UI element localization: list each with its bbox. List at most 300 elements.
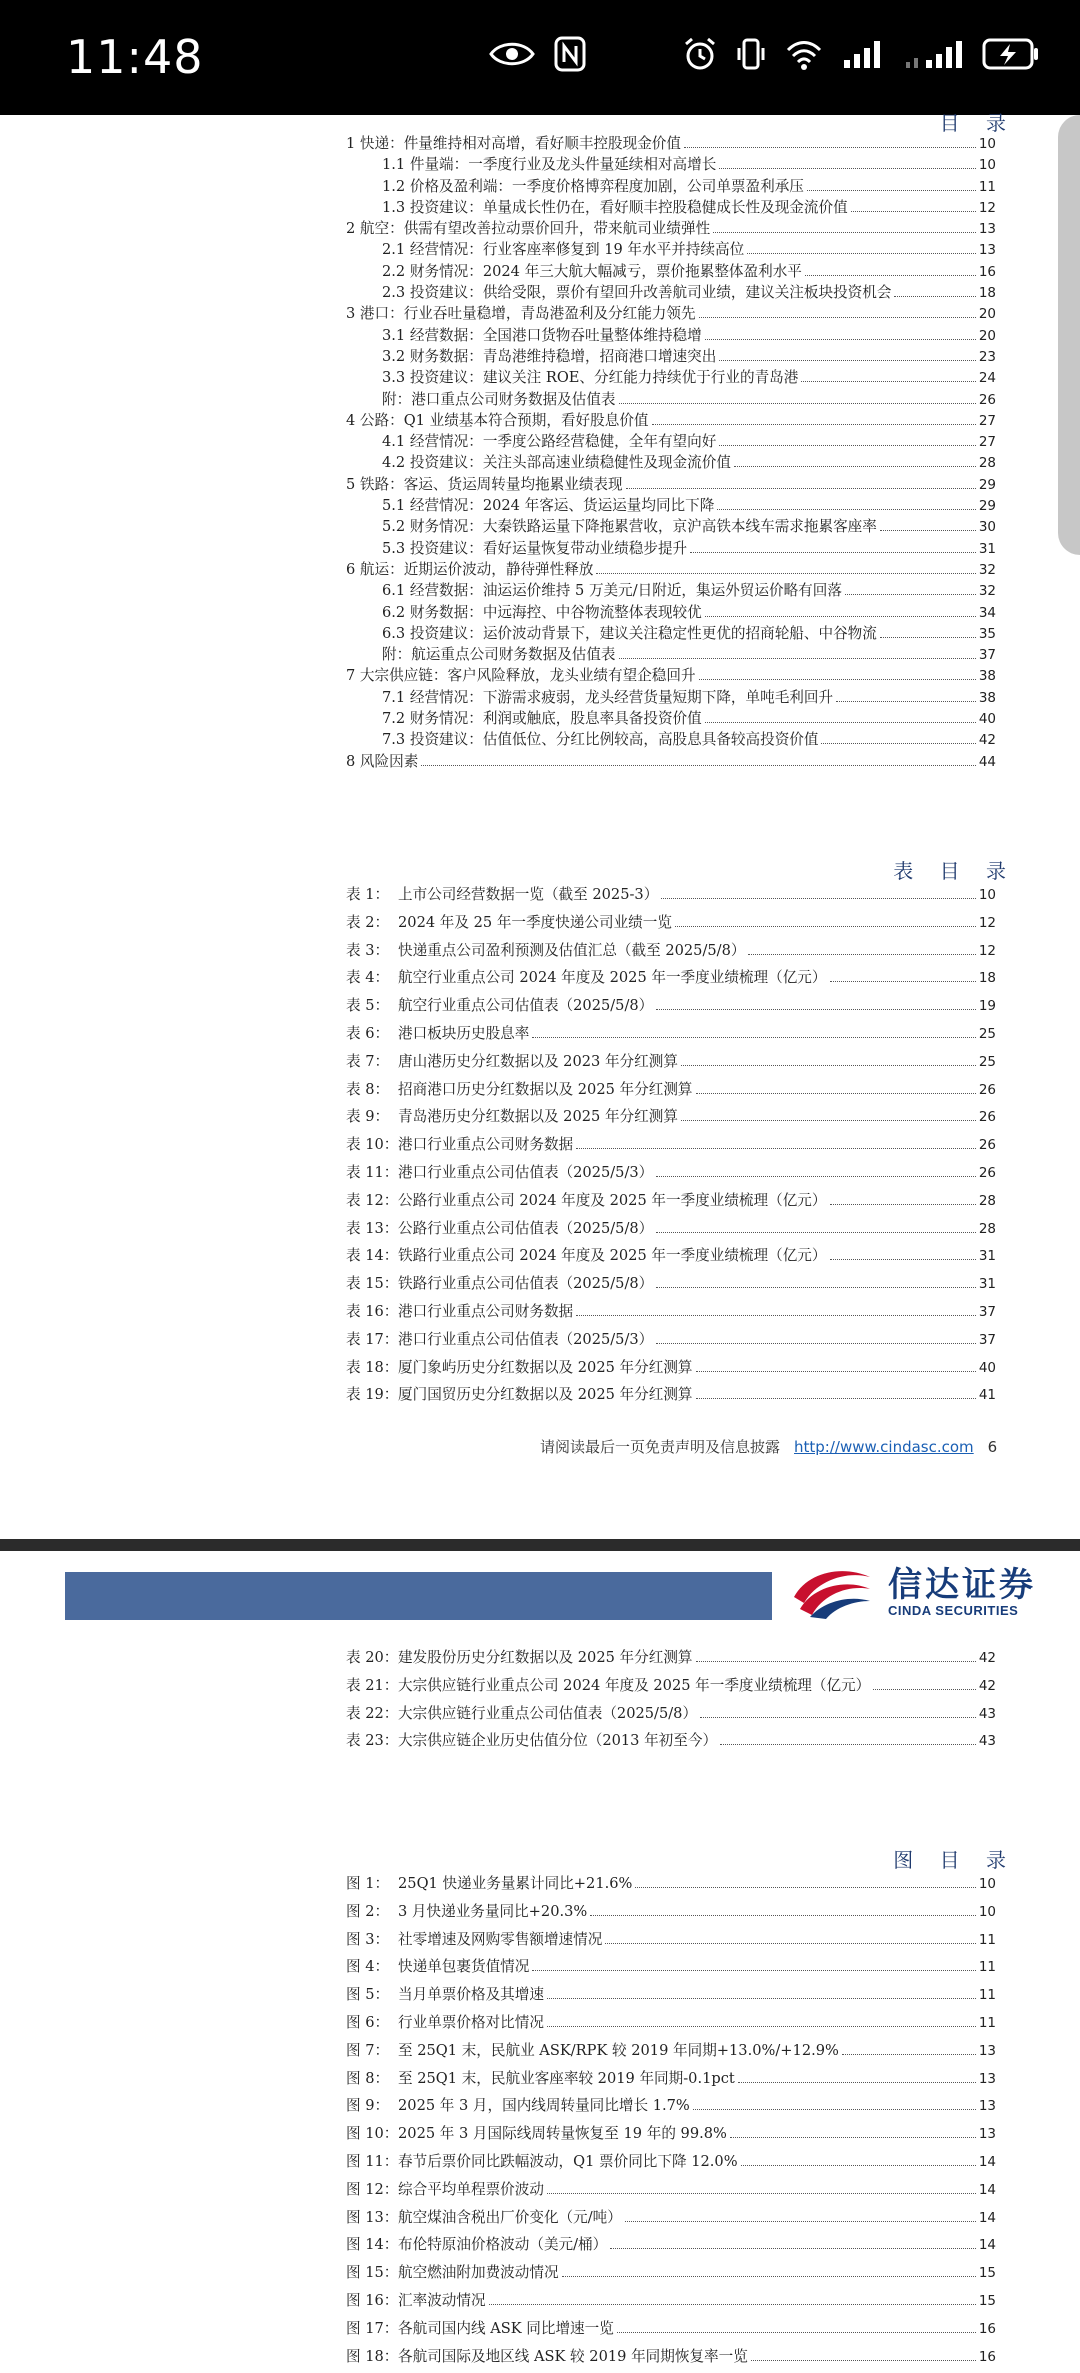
table-toc-entry[interactable]: [346, 1076, 996, 1104]
table-toc-title: 大宗供应链行业重点公司估值表（2025/5/8）: [398, 1704, 698, 1722]
figure-toc-number: 图 12：: [346, 2180, 399, 2198]
figure-toc-entry[interactable]: [346, 2092, 996, 2120]
leader-dots: [661, 898, 976, 899]
leader-dots: [830, 1259, 976, 1260]
leader-dots: [626, 488, 976, 489]
figure-toc-entry[interactable]: [346, 2176, 996, 2204]
figure-toc-title: 25Q1 快递业务量累计同比+21.6%: [398, 1875, 633, 1892]
toc-entry-page: 13: [978, 221, 996, 238]
leader-dots: [842, 2054, 976, 2055]
leader-dots: [684, 147, 976, 148]
table-toc-title: 公路行业重点公司 2024 年度及 2025 年一季度业绩梳理（亿元）: [398, 1191, 827, 1209]
figure-toc-number: 图 1：: [346, 1875, 390, 1892]
table-toc-title: 铁路行业重点公司 2024 年度及 2025 年一季度业绩梳理（亿元）: [398, 1247, 827, 1265]
toc-entry-page: 23: [978, 348, 996, 365]
toc-entry-title: 3.1 经营数据：全国港口货物吞吐量整体维持稳增: [382, 326, 702, 344]
figure-toc-title: 3 月快递业务量同比+20.3%: [398, 1902, 588, 1920]
leader-dots: [596, 573, 975, 574]
leader-dots: [805, 275, 976, 276]
toc-entry[interactable]: [346, 133, 996, 154]
figure-toc-title: 行业单票价格对比情况: [398, 2013, 544, 2031]
leader-dots: [699, 317, 976, 318]
cinda-logo: [790, 1563, 1036, 1621]
table-toc-number: 表 12：: [346, 1191, 399, 1209]
leader-dots: [617, 2332, 976, 2333]
battery-charging-icon: [982, 37, 1040, 71]
toc-entry[interactable]: [346, 687, 996, 708]
toc-entry-page: 20: [978, 306, 996, 323]
table-toc-number: 表 4：: [346, 969, 390, 987]
toc-entry-title: 1.2 价格及盈利端：一季度价格博弈程度加剧，公司单票盈利承压: [382, 177, 804, 195]
leader-dots: [675, 926, 976, 927]
table-toc-page: 28: [978, 1220, 996, 1237]
table-toc-entry[interactable]: [346, 1727, 996, 1755]
figure-toc-title: 汇率波动情况: [398, 2291, 486, 2309]
toc-entry-page: 18: [978, 285, 996, 302]
leader-dots: [705, 339, 976, 340]
figure-toc-page: 11: [978, 1931, 996, 1948]
toc-entry-title: 1 快递：件量维持相对高增，看好顺丰控股现金价值: [346, 135, 681, 152]
figure-toc-title: 至 25Q1 末，民航业 ASK/RPK 较 2019 年同期+13.0%/+12.9%: [398, 2041, 839, 2059]
toc-entry-page: 38: [978, 689, 996, 706]
leader-dots: [717, 509, 975, 510]
leader-dots: [747, 253, 976, 254]
leader-dots: [741, 2165, 976, 2166]
header-band: [65, 1572, 772, 1620]
toc-entry-page: 16: [978, 263, 996, 280]
figure-toc-title: 2025 年 3 月，国内线周转量同比增长 1.7%: [398, 2097, 690, 2115]
leader-dots: [696, 1398, 976, 1399]
leader-dots: [610, 2248, 976, 2249]
table-toc-page: 43: [978, 1733, 996, 1750]
figure-toc-number: 图 10：: [346, 2125, 399, 2143]
signal-2-icon: [904, 38, 964, 70]
status-icons: [488, 36, 1040, 72]
figure-toc-entry[interactable]: [346, 2343, 996, 2371]
leader-dots: [830, 981, 976, 982]
table-toc-number: 表 22：: [346, 1704, 399, 1722]
toc-entry-title: 6.1 经营数据：油运运价维持 5 万美元/日附近，集运外贸运价略有回落: [382, 582, 842, 600]
leader-dots: [713, 232, 976, 233]
table-toc-number: 表 23：: [346, 1732, 399, 1750]
leader-dots: [625, 2221, 976, 2222]
toc-entry[interactable]: [346, 239, 996, 260]
toc-entry[interactable]: [346, 410, 996, 431]
table-toc-page: 31: [978, 1276, 996, 1293]
toc-entry-page: 28: [978, 455, 996, 472]
figure-toc-entry[interactable]: [346, 2037, 996, 2065]
tables-toc-list: [346, 881, 996, 1409]
toc-entry-title: 2 航空：供需有望改善拉动票价回升，带来航司业绩弹性: [346, 220, 711, 238]
table-toc-entry[interactable]: [346, 1672, 996, 1700]
table-toc-title: 公路行业重点公司估值表（2025/5/8）: [398, 1219, 654, 1237]
leader-dots: [693, 2109, 976, 2110]
figure-toc-entry[interactable]: [346, 2259, 996, 2287]
table-toc-page: 12: [978, 914, 996, 931]
figure-toc-title: 至 25Q1 末，民航业客座率较 2019 年同期-0.1pct: [398, 2069, 735, 2087]
table-toc-page: 31: [978, 1248, 996, 1265]
leader-dots: [836, 701, 976, 702]
table-toc-entry[interactable]: [346, 1131, 996, 1159]
table-toc-page: 19: [978, 998, 996, 1015]
leader-dots: [873, 1689, 976, 1690]
leader-dots: [532, 1970, 975, 1971]
figure-toc-entry[interactable]: [346, 2287, 996, 2315]
toc-entry[interactable]: [346, 367, 996, 388]
table-toc-entry[interactable]: [346, 1700, 996, 1728]
leader-dots: [821, 743, 975, 744]
figure-toc-entry[interactable]: [346, 1981, 996, 2009]
table-toc-page: 43: [978, 1705, 996, 1722]
leader-dots: [681, 1065, 976, 1066]
figure-toc-entry[interactable]: [346, 2009, 996, 2037]
toc-entry-page: 26: [978, 391, 996, 408]
table-toc-page: 25: [978, 1025, 996, 1042]
figure-toc-page: 16: [978, 2348, 996, 2365]
toc-entry-page: 11: [978, 178, 996, 195]
figure-toc-entry[interactable]: [346, 2231, 996, 2259]
toc-entry-page: 13: [978, 242, 996, 259]
toc-entry[interactable]: [346, 261, 996, 282]
table-toc-title: 港口板块历史股息率: [398, 1024, 530, 1042]
toc-entry[interactable]: [346, 154, 996, 175]
table-toc-title: 大宗供应链行业重点公司 2024 年度及 2025 年一季度业绩梳理（亿元）: [398, 1676, 871, 1694]
table-toc-number: 表 7：: [346, 1052, 390, 1070]
table-toc-entry[interactable]: [346, 1644, 996, 1672]
table-toc-number: 表 11：: [346, 1163, 399, 1181]
figure-toc-number: 图 16：: [346, 2291, 399, 2309]
table-toc-entry[interactable]: [346, 1048, 996, 1076]
table-toc-title: 青岛港历史分红数据以及 2025 年分红测算: [398, 1108, 678, 1126]
table-toc-page: 12: [978, 942, 996, 959]
table-toc-entry[interactable]: [346, 1020, 996, 1048]
table-toc-entry[interactable]: [346, 881, 996, 909]
figure-toc-entry[interactable]: [346, 2148, 996, 2176]
toc-entry[interactable]: [346, 346, 996, 367]
toc-entry[interactable]: [346, 580, 996, 601]
table-toc-number: 表 9：: [346, 1108, 390, 1126]
table-toc-number: 表 3：: [346, 941, 390, 959]
figure-toc-number: 图 6：: [346, 2013, 390, 2031]
leader-dots: [719, 360, 975, 361]
toc-entry-title: 附：港口重点公司财务数据及估值表: [382, 390, 616, 408]
leader-dots: [619, 403, 976, 404]
table-toc-title: 大宗供应链企业历史估值分位（2013 年初至今）: [398, 1732, 718, 1750]
leader-dots: [547, 2193, 976, 2194]
table-toc-entry[interactable]: [346, 937, 996, 965]
leader-dots: [656, 1343, 976, 1344]
scroll-handle[interactable]: [1058, 115, 1080, 555]
toc-entry[interactable]: [346, 729, 996, 750]
page-number: 6: [987, 1438, 998, 1456]
figure-toc-number: 图 4：: [346, 1958, 390, 1976]
table-toc-entry[interactable]: [346, 1242, 996, 1270]
toc-entry-title: 2.1 经营情况：行业客座率修复到 19 年水平并持续高位: [382, 241, 745, 259]
toc-entry-title: 7.2 财务情况：利润或触底，股息率具备投资价值: [382, 710, 702, 728]
table-toc-title: 港口行业重点公司估值表（2025/5/3）: [398, 1330, 654, 1348]
toc-entry-title: 6.2 财务数据：中远海控、中谷物流整体表现较优: [382, 603, 702, 621]
figure-toc-entry[interactable]: [346, 2204, 996, 2232]
alarm-icon: [682, 36, 718, 72]
figure-toc-entry[interactable]: [346, 2120, 996, 2148]
figure-toc-title: 航空煤油含税出厂价变化（元/吨）: [398, 2208, 622, 2226]
leader-dots: [681, 1120, 976, 1121]
page-footer: [540, 1436, 997, 1457]
table-toc-title: 港口行业重点公司财务数据: [398, 1136, 574, 1154]
page-gap: [0, 1539, 1080, 1551]
table-toc-page: 42: [978, 1677, 996, 1694]
leader-dots: [605, 1943, 975, 1944]
table-toc-entry[interactable]: [346, 1381, 996, 1409]
leader-dots: [738, 2082, 976, 2083]
tables-toc-heading: 表 目 录: [893, 859, 1016, 883]
leader-dots: [489, 2304, 976, 2305]
toc-entry-page: 10: [978, 157, 996, 174]
table-toc-number: 表 15：: [346, 1275, 399, 1293]
toc-entry[interactable]: [346, 325, 996, 346]
cinda-logo-icon: [790, 1563, 874, 1621]
toc-entry-title: 3.2 财务数据：青岛港维持稳增，招商港口增速突出: [382, 347, 717, 365]
figure-toc-number: 图 13：: [346, 2208, 399, 2226]
toc-entry-page: 32: [978, 561, 996, 578]
figure-toc-page: 11: [978, 2014, 996, 2031]
figure-toc-title: 航空燃油附加费波动情况: [398, 2264, 559, 2282]
figure-toc-entry[interactable]: [346, 2065, 996, 2093]
table-toc-title: 厦门象屿历史分红数据以及 2025 年分红测算: [398, 1358, 693, 1376]
figure-toc-page: 11: [978, 1987, 996, 2004]
leader-dots: [696, 1371, 976, 1372]
toc-entry[interactable]: [346, 303, 996, 324]
leader-dots: [547, 1998, 976, 1999]
figure-toc-number: 图 15：: [346, 2264, 399, 2282]
leader-dots: [748, 954, 975, 955]
figure-toc-title: 布伦特原油价格波动（美元/桶）: [398, 2236, 608, 2254]
toc-entry-title: 8 风险因素: [346, 752, 419, 770]
figure-toc-page: 15: [978, 2265, 996, 2282]
leader-dots: [690, 552, 976, 553]
toc-entry-title: 1.1 件量端：一季度行业及龙头件量延续相对高增长: [382, 156, 717, 174]
toc-entry[interactable]: [346, 751, 996, 772]
toc-entry-title: 6.3 投资建议：运价波动背景下，建议关注稳定性更优的招商轮船、中谷物流: [382, 624, 877, 642]
leader-dots: [576, 1148, 976, 1149]
figure-toc-page: 14: [978, 2237, 996, 2254]
toc-entry-title: 4.2 投资建议：关注头部高速业绩稳健性及现金流价值: [382, 454, 731, 472]
toc-entry[interactable]: [346, 495, 996, 516]
table-toc-page: 26: [978, 1081, 996, 1098]
toc-entry-page: 32: [978, 583, 996, 600]
figure-toc-page: 14: [978, 2209, 996, 2226]
figure-toc-number: 图 7：: [346, 2041, 390, 2059]
toc-entry[interactable]: [346, 665, 996, 686]
table-toc-title: 上市公司经营数据一览（截至 2025-3）: [398, 886, 659, 903]
table-toc-number: 表 8：: [346, 1080, 390, 1098]
figure-toc-number: 图 2：: [346, 1902, 390, 1920]
table-toc-page: 41: [978, 1387, 996, 1404]
figure-toc-title: 各航司国际及地区线 ASK 较 2019 年同期恢复率一览: [398, 2347, 748, 2365]
document-page-7: [0, 1551, 1080, 2373]
toc-entry[interactable]: [346, 197, 996, 218]
leader-dots: [719, 168, 975, 169]
table-toc-number: 表 14：: [346, 1247, 399, 1265]
toc-entry-title: 4 公路：Q1 业绩基本符合预期，看好股息价值: [346, 411, 649, 429]
website-link[interactable]: http://www.cindasc.com: [794, 1438, 974, 1456]
figure-toc-entry[interactable]: [346, 1898, 996, 1926]
table-toc-entry[interactable]: [346, 1103, 996, 1131]
table-toc-title: 航空行业重点公司估值表（2025/5/8）: [398, 997, 654, 1015]
signal-icon: [842, 38, 886, 70]
leader-dots: [830, 1204, 976, 1205]
figure-toc-entry[interactable]: [346, 2315, 996, 2343]
disclaimer-text: 请阅读最后一页免责声明及信息披露: [540, 1438, 781, 1456]
toc-entry[interactable]: [346, 538, 996, 559]
toc-entry-page: 42: [978, 732, 996, 749]
figure-toc-entry[interactable]: [346, 1926, 996, 1954]
toc-entry-page: 20: [978, 327, 996, 344]
leader-dots: [751, 2360, 976, 2361]
leader-dots: [656, 1009, 976, 1010]
leader-dots: [635, 1887, 975, 1888]
toc-entry-title: 5 铁路：客运、货运周转量均拖累业绩表现: [346, 475, 623, 493]
toc-heading: 目 录: [939, 111, 1016, 135]
toc-entry[interactable]: [346, 282, 996, 303]
leader-dots: [562, 2276, 976, 2277]
table-toc-number: 表 2：: [346, 913, 390, 931]
figure-toc-page: 14: [978, 2181, 996, 2198]
table-toc-entry[interactable]: [346, 1298, 996, 1326]
figure-toc-title: 春节后票价同比跌幅波动，Q1 票价同比下降 12.0%: [398, 2152, 738, 2170]
figure-toc-number: 图 18：: [346, 2347, 399, 2365]
figure-toc-title: 当月单票价格及其增速: [398, 1986, 544, 2004]
brand-name-cn: 信达证券: [888, 1564, 1036, 1605]
figure-toc-title: 2025 年 3 月国际线周转量恢复至 19 年的 99.8%: [398, 2125, 727, 2143]
table-toc-title: 2024 年及 25 年一季度快递公司业绩一览: [398, 913, 672, 931]
figure-toc-title: 快递单包裹货值情况: [398, 1958, 530, 1976]
leader-dots: [696, 1093, 976, 1094]
leader-dots: [734, 466, 976, 467]
toc-entry[interactable]: [346, 644, 996, 665]
figure-toc-page: 16: [978, 2320, 996, 2337]
leader-dots: [880, 637, 976, 638]
leader-dots: [421, 765, 976, 766]
toc-entry-page: 40: [978, 711, 996, 728]
table-toc-entry[interactable]: [346, 1354, 996, 1382]
toc-entry-title: 6 航运：近期运价波动，静待弹性释放: [346, 560, 594, 578]
toc-entry-title: 5.2 财务情况：大秦铁路运量下降拖累营收，京沪高铁本线车需求拖累客座率: [382, 518, 877, 536]
figure-toc-entry[interactable]: [346, 1870, 996, 1898]
leader-dots: [894, 296, 975, 297]
toc-entry-title: 2.2 财务情况：2024 年三大航大幅减亏，票价拖累整体盈利水平: [382, 262, 802, 280]
toc-entry[interactable]: [346, 708, 996, 729]
table-toc-number: 表 20：: [346, 1649, 399, 1666]
table-toc-number: 表 17：: [346, 1330, 399, 1348]
table-toc-entry[interactable]: [346, 992, 996, 1020]
toc-entry[interactable]: [346, 559, 996, 580]
table-toc-number: 表 21：: [346, 1676, 399, 1694]
figure-toc-number: 图 5：: [346, 1986, 390, 2004]
table-toc-number: 表 16：: [346, 1302, 399, 1320]
table-toc-entry[interactable]: [346, 1215, 996, 1243]
figure-toc-number: 图 8：: [346, 2069, 390, 2087]
table-toc-title: 厦门国贸历史分红数据以及 2025 年分红测算: [398, 1386, 693, 1404]
toc-entry-title: 7.3 投资建议：估值低位、分红比例较高，高股息具备较高投资价值: [382, 731, 819, 749]
toc-entry-page: 30: [978, 519, 996, 536]
leader-dots: [619, 658, 976, 659]
leader-dots: [801, 381, 975, 382]
toc-entry[interactable]: [346, 452, 996, 473]
table-toc-title: 快递重点公司盈利预测及估值汇总（截至 2025/5/8）: [398, 941, 746, 959]
figure-toc-page: 15: [978, 2292, 996, 2309]
leader-dots: [696, 1661, 976, 1662]
figure-toc-title: 综合平均单程票价波动: [398, 2180, 544, 2198]
table-toc-page: 28: [978, 1192, 996, 1209]
figure-toc-page: 14: [978, 2153, 996, 2170]
table-toc-entry[interactable]: [346, 964, 996, 992]
toc-entry-page: 37: [978, 647, 996, 664]
table-toc-entry[interactable]: [346, 1187, 996, 1215]
toc-entry-title: 3 港口：行业吞吐量稳增，青岛港盈利及分红能力领先: [346, 305, 696, 323]
table-toc-number: 表 5：: [346, 997, 390, 1015]
toc-entry-page: 24: [978, 370, 996, 387]
table-toc-entry[interactable]: [346, 1159, 996, 1187]
vibrate-icon: [736, 36, 766, 72]
toc-entry-page: 10: [978, 136, 996, 152]
wifi-icon: [784, 36, 824, 72]
table-toc-page: 42: [978, 1650, 996, 1666]
toc-entry-page: 34: [978, 604, 996, 621]
toc-entry-page: 27: [978, 434, 996, 451]
toc-entry-page: 44: [978, 753, 996, 770]
toc-entry[interactable]: [346, 602, 996, 623]
figure-toc-title: 社零增速及网购零售额增速情况: [398, 1930, 603, 1948]
table-toc-page: 18: [978, 970, 996, 987]
table-toc-page: 37: [978, 1303, 996, 1320]
leader-dots: [652, 424, 976, 425]
table-toc-title: 建发股份历史分红数据以及 2025 年分红测算: [398, 1649, 693, 1666]
table-toc-number: 表 18：: [346, 1358, 399, 1376]
table-toc-page: 26: [978, 1164, 996, 1181]
leader-dots: [851, 211, 976, 212]
table-toc-title: 港口行业重点公司估值表（2025/5/3）: [398, 1163, 654, 1181]
leader-dots: [700, 1717, 976, 1718]
toc-entry[interactable]: [346, 474, 996, 495]
leader-dots: [547, 2026, 976, 2027]
figure-toc-entry[interactable]: [346, 1953, 996, 1981]
toc-entry[interactable]: [346, 389, 996, 410]
table-toc-number: 表 13：: [346, 1219, 399, 1237]
figure-toc-number: 图 9：: [346, 2097, 390, 2115]
table-toc-title: 港口行业重点公司财务数据: [398, 1302, 574, 1320]
table-toc-entry[interactable]: [346, 1326, 996, 1354]
toc-entry[interactable]: [346, 176, 996, 197]
table-toc-entry[interactable]: [346, 1270, 996, 1298]
toc-entry[interactable]: [346, 431, 996, 452]
table-toc-entry[interactable]: [346, 909, 996, 937]
toc-list: [346, 133, 996, 772]
toc-entry[interactable]: [346, 516, 996, 537]
toc-entry-page: 27: [978, 412, 996, 429]
toc-entry-page: 12: [978, 199, 996, 216]
toc-entry[interactable]: [346, 623, 996, 644]
figure-toc-page: 10: [978, 1876, 996, 1892]
toc-entry-title: 7.1 经营情况：下游需求疲弱，龙头经营货量短期下降，单吨毛利回升: [382, 688, 834, 706]
brand-name-en: CINDA SECURITIES: [888, 1602, 1019, 1618]
toc-entry[interactable]: [346, 218, 996, 239]
leader-dots: [880, 530, 976, 531]
toc-entry-title: 附：航运重点公司财务数据及估值表: [382, 646, 616, 664]
leader-dots: [719, 445, 975, 446]
table-toc-title: 铁路行业重点公司估值表（2025/5/8）: [398, 1275, 654, 1293]
figure-toc-page: 13: [978, 2042, 996, 2059]
